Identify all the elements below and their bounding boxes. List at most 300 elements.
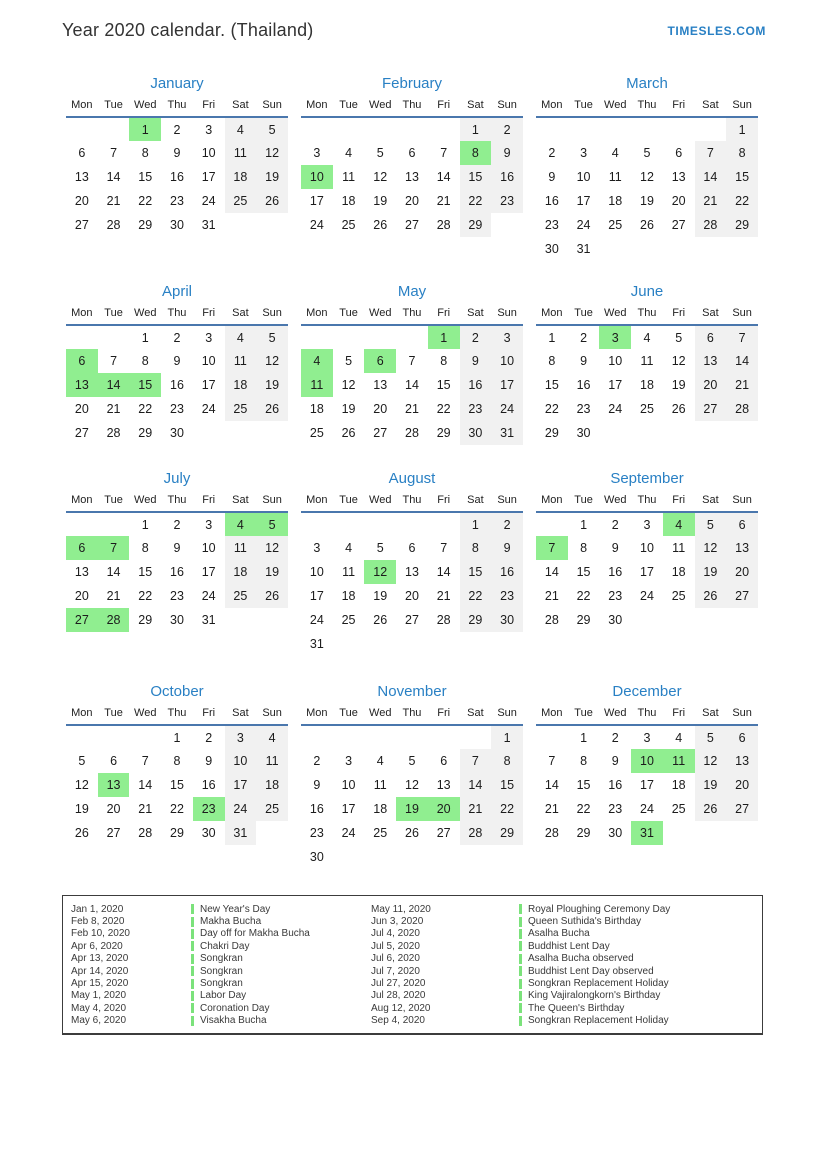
weekday-header: Tue (568, 99, 600, 117)
weekday-header: Thu (161, 307, 193, 325)
day-cell: 24 (201, 402, 216, 416)
month-title[interactable]: May (397, 283, 427, 300)
weekday-header: Thu (396, 707, 428, 725)
weekday-header: Fri (428, 307, 460, 325)
holiday-marker-icon (191, 954, 194, 964)
day-cell: 12 (640, 170, 654, 184)
legend-date: Jan 1, 2020 (71, 903, 124, 915)
empty-cell (695, 821, 727, 845)
legend-date: Jul 27, 2020 (371, 978, 426, 990)
weekday-header: Fri (193, 707, 225, 725)
day-cell: 10 (608, 354, 623, 368)
weekday-header: Fri (193, 307, 225, 325)
day-cell: 22 (726, 189, 758, 213)
day-cell: 31 (225, 821, 257, 845)
day-cell: 30 (576, 426, 591, 440)
day-cell: 13 (66, 373, 98, 397)
day-cell: 22 (138, 402, 153, 416)
legend-entry (519, 928, 756, 939)
day-cell: 24 (309, 613, 324, 627)
empty-cell (396, 632, 428, 656)
day-cell: 15 (436, 378, 451, 392)
legend-entry (191, 941, 371, 952)
month-title[interactable]: September (610, 470, 684, 487)
month-title[interactable]: December (612, 683, 682, 700)
empty-cell (333, 512, 365, 536)
day-cell: 17 (201, 170, 216, 184)
day-cell: 2 (313, 754, 321, 768)
day-cell: 5 (643, 146, 651, 160)
day-cell: 22 (436, 402, 451, 416)
legend-holiday-name: Buddhist Lent Day (528, 940, 610, 952)
day-cell: 7 (141, 754, 149, 768)
day-cell: 21 (436, 194, 451, 208)
legend-holiday-name: Songkran Replacement Holiday (528, 1015, 669, 1027)
weekday-header: Sat (225, 307, 257, 325)
day-cell: 1 (173, 730, 181, 745)
day-cell: 27 (66, 608, 98, 632)
weekday-header: Mon (536, 707, 568, 725)
day-cell: 19 (74, 802, 89, 816)
legend-holiday-name: Queen Suthida's Birthday (528, 916, 642, 928)
day-cell: 5 (695, 512, 727, 536)
day-cell: 29 (576, 826, 591, 840)
weekday-header: Thu (161, 494, 193, 512)
day-cell: 12 (671, 354, 686, 368)
day-cell: 11 (608, 170, 622, 184)
day-cell: 24 (341, 826, 356, 840)
legend-entry (191, 966, 371, 977)
month-title[interactable]: January (150, 75, 204, 92)
day-cell: 19 (640, 194, 654, 208)
day-cell: 26 (373, 613, 388, 627)
day-cell: 26 (373, 218, 388, 232)
day-cell: 15 (138, 565, 153, 579)
day-cell: 23 (460, 397, 492, 421)
day-cell: 16 (491, 560, 523, 584)
legend-row (71, 915, 756, 927)
day-cell: 27 (74, 426, 89, 440)
day-cell: 7 (440, 541, 448, 555)
day-cell: 21 (544, 589, 559, 603)
day-cell: 22 (576, 802, 591, 816)
day-cell: 16 (608, 778, 623, 792)
weekday-header: Mon (66, 99, 98, 117)
day-cell: 14 (436, 565, 451, 579)
day-cell: 20 (695, 373, 727, 397)
empty-cell (396, 725, 428, 749)
day-cell: 4 (225, 117, 257, 141)
day-cell: 3 (580, 146, 588, 160)
empty-cell (193, 421, 225, 445)
day-cell: 24 (201, 194, 216, 208)
holiday-marker-icon (519, 1016, 522, 1026)
day-cell: 24 (608, 402, 623, 416)
day-cell: 23 (491, 584, 523, 608)
day-cell: 2 (173, 517, 181, 532)
day-cell: 22 (138, 194, 153, 208)
day-cell: 29 (436, 426, 451, 440)
day-cell: 22 (170, 802, 184, 816)
weekday-header: Sat (695, 99, 727, 117)
day-cell: 8 (580, 754, 588, 768)
day-cell: 30 (170, 218, 184, 232)
day-cell: 18 (309, 402, 324, 416)
day-cell: 24 (640, 802, 654, 816)
legend-entry (191, 978, 371, 989)
weekday-header: Wed (364, 99, 396, 117)
day-cell: 10 (201, 146, 216, 160)
day-cell: 9 (611, 541, 619, 555)
holiday-marker-icon (519, 991, 522, 1001)
weekday-header: Fri (663, 307, 695, 325)
day-cell: 27 (405, 613, 419, 627)
day-cell: 12 (695, 536, 727, 560)
weekday-header: Sun (491, 99, 523, 117)
empty-cell (663, 421, 695, 445)
legend-holiday-name: Songkran (200, 953, 243, 965)
day-cell: 25 (608, 218, 623, 232)
empty-cell (301, 725, 333, 749)
day-cell: 28 (405, 426, 419, 440)
holiday-marker-icon (191, 941, 194, 951)
day-cell: 12 (256, 349, 288, 373)
month-grid (536, 99, 758, 261)
weekday-header: Thu (161, 99, 193, 117)
day-cell: 18 (225, 560, 257, 584)
day-cell: 18 (640, 378, 654, 392)
weekday-header: Sat (225, 99, 257, 117)
day-cell: 5 (408, 754, 416, 768)
day-cell: 20 (373, 402, 388, 416)
empty-cell (396, 845, 428, 869)
weekday-header: Wed (599, 707, 631, 725)
day-cell: 11 (225, 141, 257, 165)
day-cell: 16 (608, 565, 623, 579)
legend-row (71, 990, 756, 1002)
month-title[interactable]: March (626, 75, 668, 92)
day-cell: 4 (256, 725, 288, 749)
weekday-header: Wed (364, 707, 396, 725)
empty-cell (225, 213, 257, 237)
weekday-header: Fri (193, 99, 225, 117)
day-cell: 14 (436, 170, 451, 184)
empty-cell (428, 632, 460, 656)
day-cell: 5 (376, 146, 384, 160)
empty-cell (491, 845, 523, 869)
day-cell: 25 (309, 426, 324, 440)
month-grid (66, 99, 288, 237)
day-cell: 9 (173, 354, 181, 368)
day-cell: 18 (671, 778, 686, 792)
weekday-header: Sun (726, 307, 758, 325)
weekday-header: Mon (536, 494, 568, 512)
legend-date: Apr 14, 2020 (71, 965, 129, 977)
day-cell: 11 (663, 749, 695, 773)
day-cell: 21 (436, 589, 451, 603)
weekday-header: Tue (568, 307, 600, 325)
day-cell: 3 (345, 754, 353, 768)
day-cell: 25 (341, 613, 356, 627)
day-cell: 13 (373, 378, 388, 392)
legend-row (71, 965, 756, 977)
day-cell: 16 (544, 194, 559, 208)
day-cell: 27 (405, 218, 419, 232)
weekday-header: Tue (98, 307, 130, 325)
month-grid (536, 307, 758, 445)
day-cell: 5 (695, 725, 727, 749)
holiday-marker-icon (519, 1003, 522, 1013)
day-cell: 20 (405, 589, 419, 603)
weekday-header: Thu (396, 99, 428, 117)
day-cell: 2 (580, 330, 588, 345)
day-cell: 10 (341, 778, 356, 792)
day-cell: 24 (491, 397, 523, 421)
empty-cell (695, 117, 727, 141)
holiday-marker-icon (191, 1016, 194, 1026)
legend-date: Jul 6, 2020 (371, 953, 420, 965)
day-cell: 7 (695, 141, 727, 165)
day-cell: 8 (141, 146, 149, 160)
day-cell: 4 (611, 146, 619, 160)
month-august (301, 470, 523, 683)
day-cell: 30 (201, 826, 216, 840)
month-march (536, 75, 758, 283)
month-title[interactable]: February (381, 75, 443, 92)
day-cell: 19 (341, 402, 356, 416)
calendar-grid (66, 75, 758, 880)
day-cell: 7 (548, 754, 556, 768)
day-cell: 29 (460, 608, 492, 632)
weekday-header: Tue (568, 707, 600, 725)
weekday-header: Sun (491, 307, 523, 325)
weekday-header: Mon (301, 494, 333, 512)
day-cell: 1 (460, 117, 492, 141)
holiday-marker-icon (519, 941, 522, 951)
month-title[interactable]: October (150, 683, 204, 700)
empty-cell (631, 117, 663, 141)
month-title[interactable]: November (377, 683, 447, 700)
day-cell: 25 (225, 189, 257, 213)
day-cell: 19 (695, 560, 727, 584)
day-cell: 20 (428, 797, 460, 821)
holiday-marker-icon (191, 904, 194, 914)
empty-cell (364, 117, 396, 141)
day-cell: 13 (405, 565, 419, 579)
weekday-header: Sun (256, 307, 288, 325)
day-cell: 2 (611, 730, 619, 745)
day-cell: 30 (608, 826, 623, 840)
empty-cell (428, 512, 460, 536)
day-cell: 9 (173, 541, 181, 555)
legend-date: Jul 5, 2020 (371, 940, 420, 952)
day-cell: 2 (491, 512, 523, 536)
empty-cell (726, 237, 758, 261)
day-cell: 13 (726, 749, 758, 773)
month-title[interactable]: August (388, 470, 436, 487)
day-cell: 16 (170, 170, 184, 184)
site-link[interactable]: TIMESLES.COM (667, 24, 766, 38)
legend-date: Jul 28, 2020 (371, 990, 426, 1002)
weekday-header: Fri (428, 494, 460, 512)
day-cell: 3 (643, 517, 651, 532)
weekday-header: Mon (66, 707, 98, 725)
day-cell: 12 (373, 170, 388, 184)
day-cell: 31 (631, 821, 663, 845)
day-cell: 4 (345, 146, 353, 160)
weekday-header: Mon (301, 99, 333, 117)
day-cell: 19 (695, 773, 727, 797)
weekday-header: Thu (631, 99, 663, 117)
legend-row (71, 1015, 756, 1027)
day-cell: 9 (580, 354, 588, 368)
legend-row (71, 953, 756, 965)
day-cell: 13 (436, 778, 451, 792)
legend-row (71, 977, 756, 989)
day-cell: 18 (608, 194, 623, 208)
legend-entry (519, 1003, 756, 1014)
day-cell: 28 (544, 613, 559, 627)
weekday-header: Sun (491, 494, 523, 512)
weekday-header: Sat (695, 494, 727, 512)
empty-cell (396, 325, 428, 349)
empty-cell (726, 821, 758, 845)
day-cell: 4 (376, 754, 384, 768)
legend-row (71, 940, 756, 952)
empty-cell (599, 117, 631, 141)
weekday-header: Sat (695, 307, 727, 325)
day-cell: 15 (460, 560, 492, 584)
day-cell: 17 (201, 565, 216, 579)
month-june (536, 283, 758, 470)
day-cell: 27 (726, 584, 758, 608)
day-cell: 15 (726, 165, 758, 189)
day-cell: 11 (256, 749, 288, 773)
day-cell: 15 (576, 778, 591, 792)
day-cell: 23 (608, 802, 623, 816)
day-cell: 20 (106, 802, 121, 816)
day-cell: 18 (671, 565, 686, 579)
day-cell: 17 (640, 778, 654, 792)
day-cell: 5 (256, 117, 288, 141)
empty-cell (599, 421, 631, 445)
weekday-header: Sat (460, 707, 492, 725)
day-cell: 13 (695, 349, 727, 373)
day-cell: 1 (141, 517, 149, 532)
legend-row (71, 903, 756, 915)
day-cell: 20 (74, 589, 89, 603)
empty-cell (129, 725, 161, 749)
page-header (62, 20, 766, 41)
day-cell: 20 (726, 773, 758, 797)
day-cell: 10 (201, 354, 216, 368)
weekday-header: Thu (631, 707, 663, 725)
weekday-header: Thu (396, 494, 428, 512)
day-cell: 8 (548, 354, 556, 368)
empty-cell (491, 632, 523, 656)
weekday-header: Thu (631, 307, 663, 325)
month-grid (301, 494, 523, 656)
day-cell: 3 (491, 325, 523, 349)
day-cell: 1 (548, 330, 556, 345)
day-cell: 19 (396, 797, 428, 821)
empty-cell (301, 512, 333, 536)
day-cell: 30 (309, 850, 324, 864)
weekday-header: Mon (301, 307, 333, 325)
legend-date: Jun 3, 2020 (371, 916, 424, 928)
day-cell: 26 (256, 397, 288, 421)
day-cell: 16 (576, 378, 591, 392)
day-cell: 7 (110, 354, 118, 368)
legend-date: Jul 4, 2020 (371, 928, 420, 940)
weekday-header: Sun (726, 494, 758, 512)
legend-row (71, 1002, 756, 1014)
month-title[interactable]: July (163, 470, 191, 487)
day-cell: 10 (491, 349, 523, 373)
legend-entry (519, 904, 756, 915)
empty-cell (301, 117, 333, 141)
legend-entry (191, 990, 371, 1001)
month-title[interactable]: April (161, 283, 192, 300)
day-cell: 16 (170, 378, 184, 392)
day-cell: 12 (695, 749, 727, 773)
weekday-header: Mon (536, 99, 568, 117)
day-cell: 25 (256, 797, 288, 821)
day-cell: 2 (460, 325, 492, 349)
weekday-header: Sun (726, 99, 758, 117)
day-cell: 12 (405, 778, 419, 792)
day-cell: 13 (671, 170, 686, 184)
legend-entry (519, 1015, 756, 1026)
day-cell: 29 (460, 213, 492, 237)
legend-holiday-name: The Queen's Birthday (528, 1002, 625, 1014)
day-cell: 17 (608, 378, 623, 392)
legend-holiday-name: Asalha Bucha observed (528, 953, 634, 965)
legend-holiday-name: Songkran (200, 978, 243, 990)
day-cell: 21 (726, 373, 758, 397)
weekday-header: Sun (491, 707, 523, 725)
day-cell: 4 (225, 325, 257, 349)
day-cell: 25 (373, 826, 388, 840)
day-cell: 25 (671, 802, 686, 816)
day-cell: 28 (726, 397, 758, 421)
day-cell: 14 (405, 378, 419, 392)
weekday-header: Sun (256, 99, 288, 117)
day-cell: 13 (726, 536, 758, 560)
empty-cell (631, 237, 663, 261)
day-cell: 16 (309, 802, 324, 816)
day-cell: 11 (342, 170, 356, 184)
day-cell: 2 (548, 146, 556, 160)
day-cell: 25 (640, 402, 654, 416)
day-cell: 31 (309, 637, 324, 651)
day-cell: 26 (74, 826, 89, 840)
legend-date: Apr 15, 2020 (71, 978, 129, 990)
day-cell: 1 (491, 725, 523, 749)
day-cell: 4 (225, 512, 257, 536)
legend-entry (519, 966, 756, 977)
day-cell: 14 (726, 349, 758, 373)
day-cell: 28 (436, 218, 451, 232)
day-cell: 1 (726, 117, 758, 141)
weekday-header: Sun (256, 707, 288, 725)
day-cell: 5 (78, 754, 86, 768)
day-cell: 10 (225, 749, 257, 773)
weekday-header: Wed (364, 494, 396, 512)
weekday-header: Fri (663, 707, 695, 725)
month-title[interactable]: June (630, 283, 664, 300)
weekday-header: Mon (536, 307, 568, 325)
